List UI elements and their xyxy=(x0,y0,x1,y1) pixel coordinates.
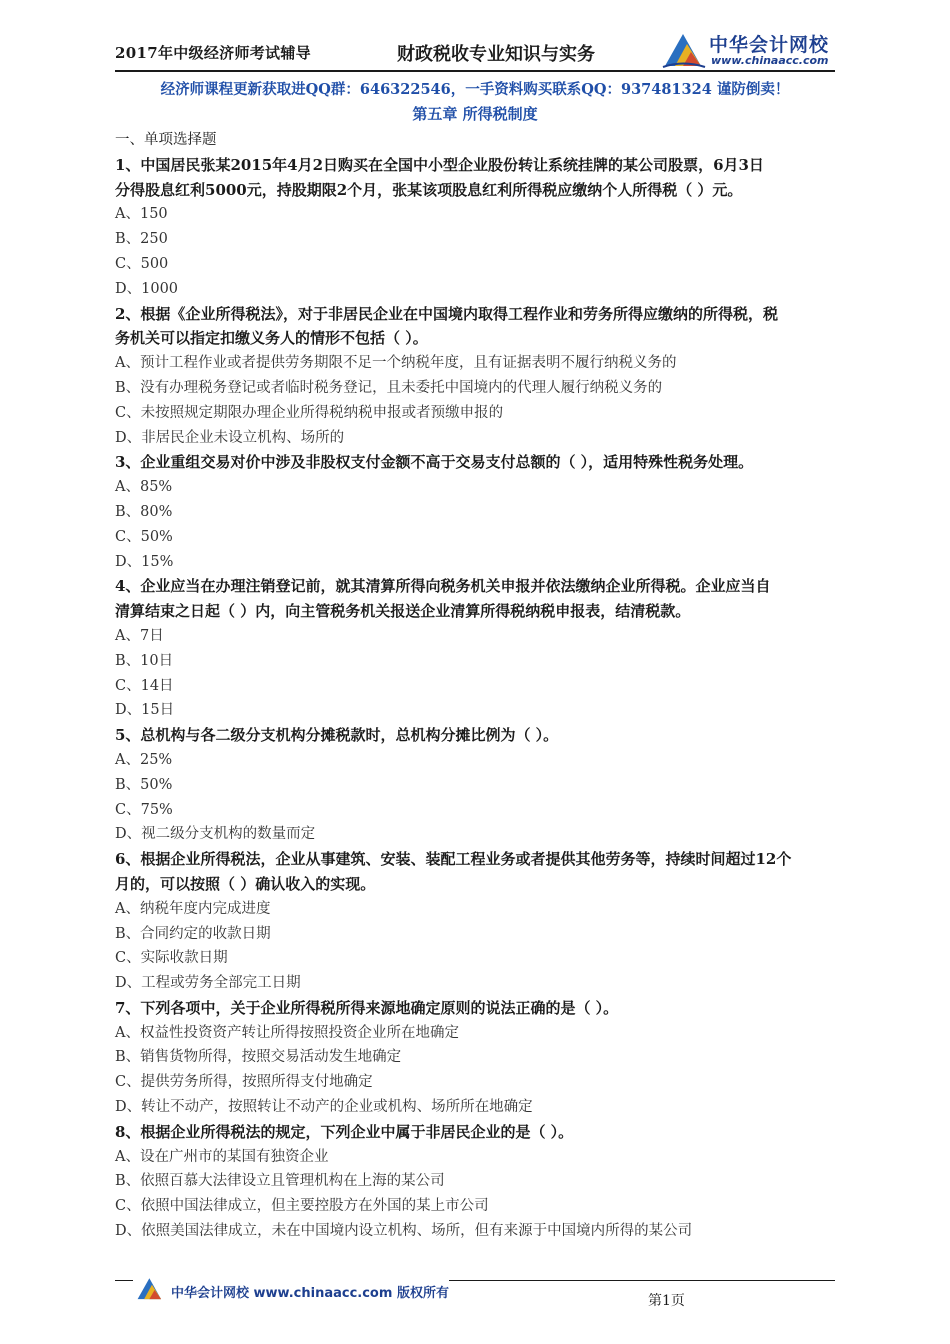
section-heading: 一、单项选择题 xyxy=(115,132,217,148)
question-text: 月的，可以按照（ ）确认收入的实现。 xyxy=(115,874,376,893)
question-text: 务机关可以指定扣缴义务人的情形不包括（ ）。 xyxy=(115,329,428,348)
question-text: 3、企业重组交易对价中涉及非股权支付金额不高于交易支付总额的（ ），适用特殊性税务处理。 xyxy=(115,453,754,472)
answer-option: C、依照中国法律成立，但主要控股方在外国的某上市公司 xyxy=(115,1198,489,1215)
footer-dash xyxy=(115,1280,133,1281)
qq-notice: 经济师课程更新获取进QQ群：646322546，一手资料购买联系QQ：937481324 谨防倒卖！ xyxy=(160,81,790,98)
logo-name: 中华会计网校 xyxy=(709,34,830,56)
answer-option: A、150 xyxy=(115,206,168,223)
answer-option: C、未按照规定期限办理企业所得税纳税申报或者预缴申报的 xyxy=(115,404,504,421)
question-text: 分得股息红利5000元，持股期限2个月，张某该项股息红利所得税应缴纳个人所得税（ ）元。 xyxy=(115,180,743,199)
answer-option: C、实际收款日期 xyxy=(115,950,228,967)
question-text: 2、根据《企业所得税法》，对于非居民企业在中国境内取得工程作业和劳务所得应缴纳的所得税，税 xyxy=(115,304,778,323)
header-divider xyxy=(115,70,835,72)
answer-option: B、销售货物所得，按照交易活动发生地确定 xyxy=(115,1049,402,1066)
answer-option: D、1000 xyxy=(115,280,179,297)
answer-option: C、提供劳务所得，按照所得支付地确定 xyxy=(115,1074,373,1091)
footer-logo-icon xyxy=(135,1274,165,1302)
chapter-title: 第五章 所得税制度 xyxy=(412,105,538,123)
exam-title: 2017年中级经济师考试辅导 xyxy=(115,44,311,62)
answer-option: B、合同约定的收款日期 xyxy=(115,925,271,942)
page-footer xyxy=(115,1278,837,1308)
answer-option: C、500 xyxy=(115,255,169,272)
answer-option: A、设在广州市的某国有独资企业 xyxy=(115,1148,329,1165)
answer-option: C、50% xyxy=(115,528,173,545)
answer-option: D、工程或劳务全部完工日期 xyxy=(115,975,301,992)
question-text: 清算结束之日起（ ）内，向主管税务机关报送企业清算所得税纳税申报表，结清税款。 xyxy=(115,602,691,621)
answer-option: A、7日 xyxy=(115,627,164,644)
answer-option: B、250 xyxy=(115,231,168,248)
answer-option: C、14日 xyxy=(115,677,174,694)
answer-option: B、依照百慕大法律设立且管理机构在上海的某公司 xyxy=(115,1173,445,1190)
answer-option: D、15日 xyxy=(115,702,175,719)
page-number: 第1页 xyxy=(648,1293,685,1309)
question-text: 7、下列各项中，关于企业所得税所得来源地确定原则的说法正确的是（ ）。 xyxy=(115,998,619,1017)
question-text: 1、中国居民张某2015年4月2日购买在全国中小型企业股份转让系统挂牌的某公司股票，6月3日 xyxy=(115,155,764,174)
answer-option: D、转让不动产，按照转让不动产的企业或机构、场所所在地确定 xyxy=(115,1099,533,1116)
footer-copyright: 中华会计网校 www.chinaacc.com 版权所有 xyxy=(171,1286,449,1301)
answer-option: D、15% xyxy=(115,553,174,570)
chinaacc-logo xyxy=(661,30,841,68)
answer-option: C、75% xyxy=(115,801,173,818)
answer-option: D、依照美国法律成立，未在中国境内设立机构、场所，但有来源于中国境内所得的某公司 xyxy=(115,1223,693,1240)
answer-option: A、25% xyxy=(115,751,173,768)
question-text: 8、根据企业所得税法的规定，下列企业中属于非居民企业的是（ ）。 xyxy=(115,1122,574,1141)
answer-option: D、非居民企业未设立机构、场所的 xyxy=(115,429,345,446)
page-header xyxy=(115,30,837,70)
question-text: 6、根据企业所得税法，企业从事建筑、安装、装配工程业务或者提供其他劳务等，持续时间超过12个 xyxy=(115,850,792,869)
answer-option: A、权益性投资资产转让所得按照投资企业所在地确定 xyxy=(115,1024,459,1041)
answer-option: B、没有办理税务登记或者临时税务登记，且未委托中国境内的代理人履行纳税义务的 xyxy=(115,379,663,396)
answer-option: B、80% xyxy=(115,503,173,520)
answer-option: B、10日 xyxy=(115,652,174,669)
answer-option: B、50% xyxy=(115,776,173,793)
subject-title: 财政税收专业知识与实务 xyxy=(397,44,595,65)
answer-option: A、预计工程作业或者提供劳务期限不足一个纳税年度，且有证据表明不履行纳税义务的 xyxy=(115,355,677,372)
question-list xyxy=(115,128,837,1244)
footer-divider xyxy=(449,1280,835,1281)
question-text: 4、企业应当在办理注销登记前，就其清算所得向税务机关申报并依法缴纳企业所得税。企业应当自 xyxy=(115,577,771,596)
answer-option: A、85% xyxy=(115,479,173,496)
chinaacc-triangle-logo-icon xyxy=(661,30,707,68)
answer-option: A、纳税年度内完成进度 xyxy=(115,900,271,917)
question-text: 5、总机构与各二级分支机构分摊税款时，总机构分摊比例为（ ）。 xyxy=(115,726,559,745)
answer-option: D、视二级分支机构的数量而定 xyxy=(115,826,316,843)
logo-url: www.chinaacc.com xyxy=(711,54,829,67)
